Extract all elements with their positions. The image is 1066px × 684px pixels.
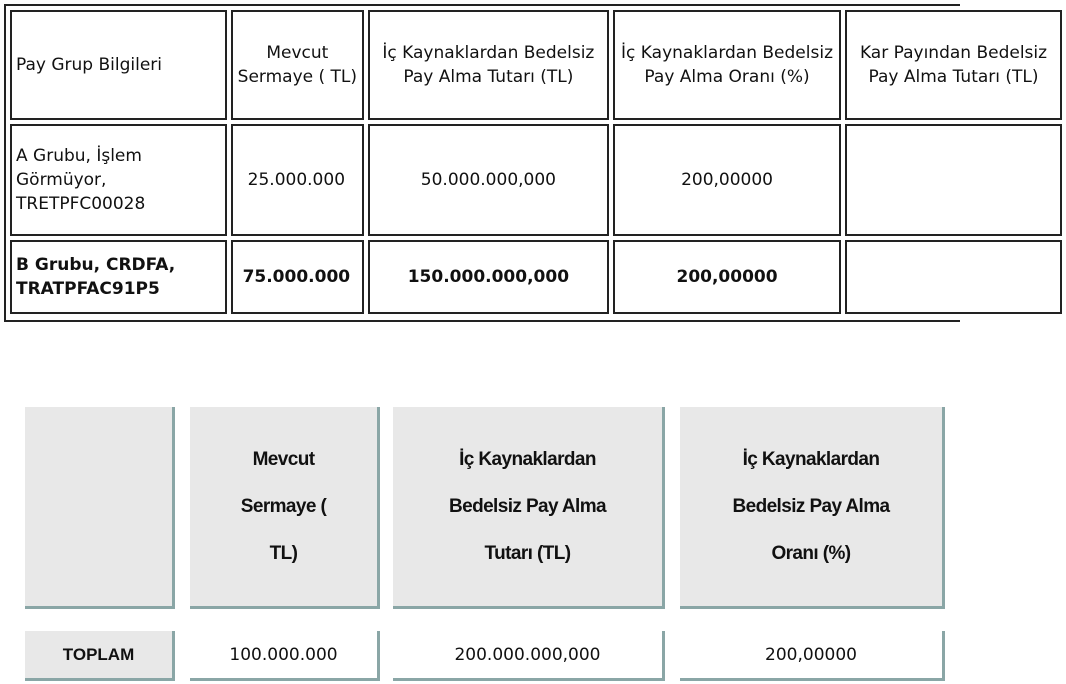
summary-header-current-capital bbox=[190, 407, 380, 609]
header-current-capital: Mevcut Sermaye ( TL) bbox=[231, 10, 364, 120]
summary-header-line: İç Kaynaklardan bbox=[742, 449, 880, 470]
header-bonus-share-amount: İç Kaynaklardan Bedelsiz Pay Alma Tutarı (TL) bbox=[368, 10, 609, 120]
summary-header-line: Sermaye ( bbox=[240, 496, 327, 517]
header-dividend-share-amount: Kar Payından Bedelsiz Pay Alma Tutarı (TL) bbox=[845, 10, 1062, 120]
row-bonus-share-amount: 150.000.000,000 bbox=[368, 240, 609, 314]
summary-header-empty bbox=[25, 407, 175, 609]
pay-group-grid bbox=[6, 6, 1066, 318]
row-bonus-share-ratio: 200,00000 bbox=[613, 124, 841, 236]
summary-header-line: Oranı (%) bbox=[771, 543, 851, 564]
row-bonus-share-ratio: 200,00000 bbox=[613, 240, 841, 314]
total-current-capital: 100.000.000 bbox=[190, 631, 380, 681]
summary-header-line: Bedelsiz Pay Alma bbox=[448, 496, 606, 517]
summary-header-line: İç Kaynaklardan bbox=[459, 449, 596, 470]
summary-header-bonus-share-amount bbox=[393, 407, 665, 609]
summary-header-line: Mevcut bbox=[252, 449, 315, 470]
row-group-info: B Grubu, CRDFA, TRATPFAC91P5 bbox=[10, 240, 227, 314]
total-label: TOPLAM bbox=[25, 631, 175, 681]
pay-group-table bbox=[4, 4, 1048, 322]
row-bonus-share-amount: 50.000.000,000 bbox=[368, 124, 609, 236]
row-dividend-share-amount bbox=[845, 124, 1062, 236]
total-bonus-share-amount: 200.000.000,000 bbox=[393, 631, 665, 681]
summary-header-line: TL) bbox=[269, 543, 298, 564]
row-dividend-share-amount bbox=[845, 240, 1062, 314]
header-bonus-share-ratio: İç Kaynaklardan Bedelsiz Pay Alma Oranı (%) bbox=[613, 10, 841, 120]
table-header-row bbox=[10, 10, 1062, 120]
row-group-info: A Grubu, İşlem Görmüyor, TRETPFC00028 bbox=[10, 124, 227, 236]
total-bonus-share-ratio: 200,00000 bbox=[680, 631, 945, 681]
table-row bbox=[10, 124, 1062, 236]
row-current-capital: 75.000.000 bbox=[231, 240, 364, 314]
summary-header-bonus-share-ratio bbox=[680, 407, 945, 609]
summary-header-line: Bedelsiz Pay Alma bbox=[732, 496, 890, 517]
summary-header-line: Tutarı (TL) bbox=[484, 543, 571, 564]
row-current-capital: 25.000.000 bbox=[231, 124, 364, 236]
table-row bbox=[10, 240, 1062, 314]
header-pay-group-info: Pay Grup Bilgileri bbox=[10, 10, 227, 120]
